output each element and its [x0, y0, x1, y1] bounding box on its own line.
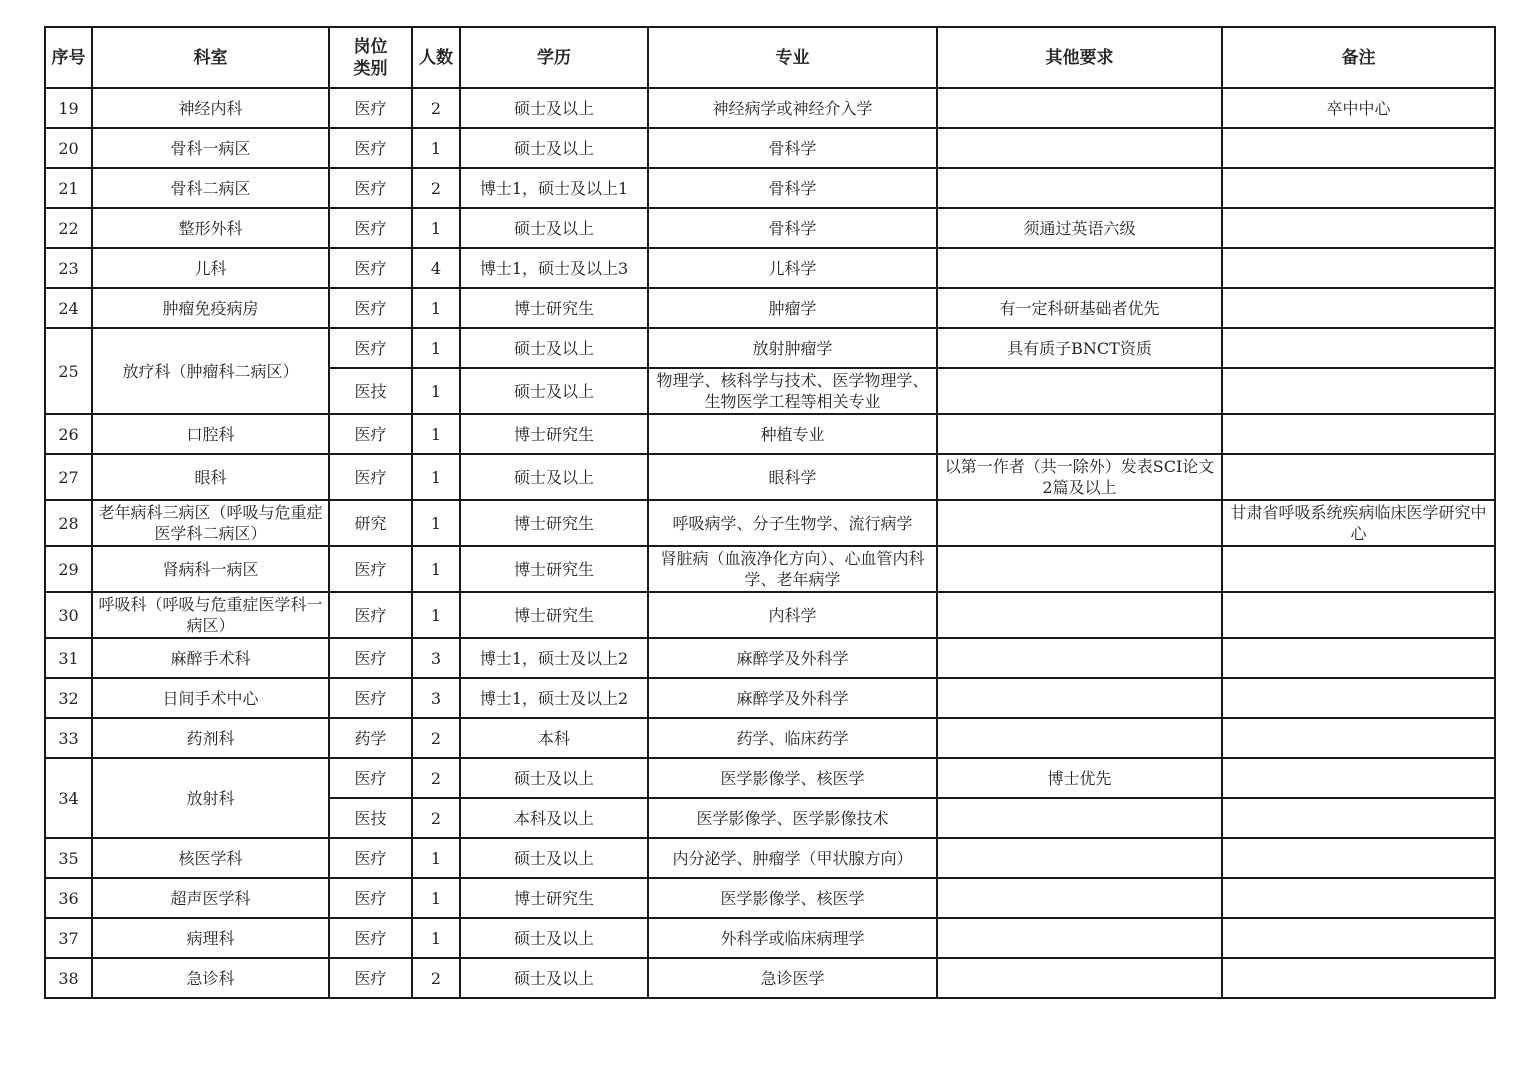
cell-education: 硕士及以上	[460, 918, 648, 958]
cell-remark	[1222, 838, 1495, 878]
cell-other	[937, 592, 1222, 638]
header-other: 其他要求	[937, 27, 1222, 88]
cell-education: 硕士及以上	[460, 328, 648, 368]
header-education: 学历	[460, 27, 648, 88]
cell-no: 29	[45, 546, 92, 592]
cell-other	[937, 798, 1222, 838]
cell-major: 肿瘤学	[648, 288, 937, 328]
cell-dept: 肾病科一病区	[92, 546, 329, 592]
cell-type: 医疗	[329, 168, 412, 208]
cell-type: 医疗	[329, 878, 412, 918]
cell-type: 医疗	[329, 918, 412, 958]
cell-dept: 急诊科	[92, 958, 329, 998]
cell-major: 内科学	[648, 592, 937, 638]
cell-education: 博士研究生	[460, 878, 648, 918]
cell-remark	[1222, 288, 1495, 328]
cell-no: 33	[45, 718, 92, 758]
cell-no: 37	[45, 918, 92, 958]
cell-education: 博士研究生	[460, 592, 648, 638]
cell-other	[937, 546, 1222, 592]
cell-dept: 口腔科	[92, 414, 329, 454]
cell-dept: 病理科	[92, 918, 329, 958]
cell-remark	[1222, 798, 1495, 838]
cell-dept: 麻醉手术科	[92, 638, 329, 678]
cell-dept: 整形外科	[92, 208, 329, 248]
cell-dept: 药剂科	[92, 718, 329, 758]
cell-remark	[1222, 454, 1495, 500]
cell-type: 医疗	[329, 546, 412, 592]
cell-education: 博士研究生	[460, 414, 648, 454]
cell-count: 1	[412, 368, 460, 414]
cell-education: 硕士及以上	[460, 128, 648, 168]
cell-no: 19	[45, 88, 92, 128]
cell-other	[937, 638, 1222, 678]
cell-remark	[1222, 248, 1495, 288]
cell-dept: 核医学科	[92, 838, 329, 878]
cell-other	[937, 958, 1222, 998]
cell-major: 骨科学	[648, 128, 937, 168]
cell-education: 硕士及以上	[460, 838, 648, 878]
cell-no: 26	[45, 414, 92, 454]
cell-count: 1	[412, 288, 460, 328]
table-row	[45, 918, 1495, 958]
cell-count: 1	[412, 414, 460, 454]
cell-education: 硕士及以上	[460, 368, 648, 414]
cell-major: 神经病学或神经介入学	[648, 88, 937, 128]
cell-type: 研究	[329, 500, 412, 546]
cell-dept: 超声医学科	[92, 878, 329, 918]
cell-remark	[1222, 638, 1495, 678]
table-row	[45, 638, 1495, 678]
cell-type: 医疗	[329, 638, 412, 678]
cell-remark	[1222, 328, 1495, 368]
table-row	[45, 248, 1495, 288]
cell-no: 21	[45, 168, 92, 208]
cell-type: 医疗	[329, 208, 412, 248]
table-row	[45, 546, 1495, 592]
cell-major: 内分泌学、肿瘤学（甲状腺方向）	[648, 838, 937, 878]
cell-type: 医疗	[329, 88, 412, 128]
cell-other	[937, 414, 1222, 454]
cell-other: 以第一作者（共一除外）发表SCI论文2篇及以上	[937, 454, 1222, 500]
cell-education: 本科	[460, 718, 648, 758]
cell-dept: 儿科	[92, 248, 329, 288]
cell-dept: 骨科一病区	[92, 128, 329, 168]
table-row	[45, 454, 1495, 500]
cell-count: 2	[412, 718, 460, 758]
cell-dept: 肿瘤免疫病房	[92, 288, 329, 328]
header-post-type-line2: 类别	[353, 58, 388, 79]
cell-count: 1	[412, 838, 460, 878]
cell-count: 1	[412, 128, 460, 168]
cell-major: 物理学、核科学与技术、医学物理学、生物医学工程等相关专业	[648, 368, 937, 414]
cell-major: 急诊医学	[648, 958, 937, 998]
cell-remark	[1222, 958, 1495, 998]
cell-dept: 骨科二病区	[92, 168, 329, 208]
cell-major: 眼科学	[648, 454, 937, 500]
table-row	[45, 128, 1495, 168]
table-row	[45, 592, 1495, 638]
header-post-type	[329, 27, 412, 88]
cell-other: 博士优先	[937, 758, 1222, 798]
cell-remark	[1222, 918, 1495, 958]
cell-education: 博士1，硕士及以上2	[460, 638, 648, 678]
cell-dept: 眼科	[92, 454, 329, 500]
cell-no: 27	[45, 454, 92, 500]
cell-education: 博士1，硕士及以上1	[460, 168, 648, 208]
cell-major: 医学影像学、医学影像技术	[648, 798, 937, 838]
cell-count: 1	[412, 454, 460, 500]
table-row	[45, 500, 1495, 546]
cell-major: 麻醉学及外科学	[648, 678, 937, 718]
table-row	[45, 958, 1495, 998]
cell-no: 32	[45, 678, 92, 718]
cell-education: 博士1，硕士及以上2	[460, 678, 648, 718]
cell-no: 31	[45, 638, 92, 678]
cell-dept: 日间手术中心	[92, 678, 329, 718]
cell-count: 1	[412, 500, 460, 546]
cell-count: 3	[412, 638, 460, 678]
table-row	[45, 678, 1495, 718]
header-major: 专业	[648, 27, 937, 88]
cell-education: 本科及以上	[460, 798, 648, 838]
cell-no: 36	[45, 878, 92, 918]
cell-type: 医疗	[329, 128, 412, 168]
table-row	[45, 414, 1495, 454]
cell-other	[937, 88, 1222, 128]
cell-count: 1	[412, 546, 460, 592]
cell-major: 呼吸病学、分子生物学、流行病学	[648, 500, 937, 546]
cell-count: 1	[412, 918, 460, 958]
cell-dept: 放射科	[92, 758, 329, 838]
cell-remark	[1222, 128, 1495, 168]
cell-type: 医疗	[329, 758, 412, 798]
header-dept: 科室	[92, 27, 329, 88]
cell-count: 1	[412, 878, 460, 918]
cell-remark	[1222, 414, 1495, 454]
cell-no: 34	[45, 758, 92, 838]
table-row	[45, 328, 1495, 368]
cell-major: 麻醉学及外科学	[648, 638, 937, 678]
cell-other	[937, 128, 1222, 168]
cell-remark: 甘肃省呼吸系统疾病临床医学研究中心	[1222, 500, 1495, 546]
cell-education: 博士研究生	[460, 500, 648, 546]
cell-other	[937, 168, 1222, 208]
cell-count: 2	[412, 88, 460, 128]
cell-major: 骨科学	[648, 168, 937, 208]
cell-type: 医疗	[329, 592, 412, 638]
cell-remark	[1222, 718, 1495, 758]
cell-other	[937, 678, 1222, 718]
cell-education: 硕士及以上	[460, 758, 648, 798]
cell-no: 28	[45, 500, 92, 546]
cell-other	[937, 718, 1222, 758]
cell-type: 医疗	[329, 328, 412, 368]
cell-major: 医学影像学、核医学	[648, 878, 937, 918]
table-row	[45, 878, 1495, 918]
cell-type: 医疗	[329, 288, 412, 328]
cell-count: 2	[412, 958, 460, 998]
cell-remark	[1222, 592, 1495, 638]
header-row	[45, 27, 1495, 88]
cell-major: 儿科学	[648, 248, 937, 288]
cell-dept: 呼吸科（呼吸与危重症医学科一病区）	[92, 592, 329, 638]
cell-type: 医疗	[329, 678, 412, 718]
header-count: 人数	[412, 27, 460, 88]
cell-major: 肾脏病（血液净化方向）、心血管内科学、老年病学	[648, 546, 937, 592]
cell-type: 医技	[329, 798, 412, 838]
cell-count: 2	[412, 798, 460, 838]
cell-type: 医疗	[329, 838, 412, 878]
cell-count: 1	[412, 592, 460, 638]
cell-major: 骨科学	[648, 208, 937, 248]
cell-education: 硕士及以上	[460, 88, 648, 128]
cell-other: 具有质子BNCT资质	[937, 328, 1222, 368]
cell-type: 医疗	[329, 248, 412, 288]
table-row	[45, 758, 1495, 798]
cell-dept: 老年病科三病区（呼吸与危重症医学科二病区）	[92, 500, 329, 546]
cell-major: 药学、临床药学	[648, 718, 937, 758]
table-row	[45, 838, 1495, 878]
cell-count: 2	[412, 758, 460, 798]
cell-type: 医技	[329, 368, 412, 414]
cell-no: 24	[45, 288, 92, 328]
cell-type: 医疗	[329, 454, 412, 500]
cell-remark	[1222, 208, 1495, 248]
table-row	[45, 208, 1495, 248]
table-row	[45, 718, 1495, 758]
cell-other: 有一定科研基础者优先	[937, 288, 1222, 328]
header-no: 序号	[45, 27, 92, 88]
recruitment-table	[44, 26, 1496, 999]
cell-dept: 神经内科	[92, 88, 329, 128]
cell-remark	[1222, 546, 1495, 592]
cell-no: 30	[45, 592, 92, 638]
cell-count: 3	[412, 678, 460, 718]
cell-count: 1	[412, 328, 460, 368]
cell-remark	[1222, 168, 1495, 208]
cell-remark	[1222, 678, 1495, 718]
cell-count: 4	[412, 248, 460, 288]
cell-remark	[1222, 878, 1495, 918]
cell-count: 2	[412, 168, 460, 208]
cell-other	[937, 878, 1222, 918]
cell-dept: 放疗科（肿瘤科二病区）	[92, 328, 329, 414]
header-post-type-line1: 岗位	[353, 36, 388, 57]
cell-remark: 卒中中心	[1222, 88, 1495, 128]
cell-other	[937, 500, 1222, 546]
cell-type: 医疗	[329, 414, 412, 454]
cell-other	[937, 248, 1222, 288]
cell-education: 博士1，硕士及以上3	[460, 248, 648, 288]
cell-major: 外科学或临床病理学	[648, 918, 937, 958]
cell-education: 硕士及以上	[460, 454, 648, 500]
cell-no: 22	[45, 208, 92, 248]
cell-other	[937, 368, 1222, 414]
cell-education: 硕士及以上	[460, 208, 648, 248]
table-row	[45, 88, 1495, 128]
cell-major: 放射肿瘤学	[648, 328, 937, 368]
cell-no: 20	[45, 128, 92, 168]
cell-type: 医疗	[329, 958, 412, 998]
cell-education: 博士研究生	[460, 546, 648, 592]
cell-education: 硕士及以上	[460, 958, 648, 998]
cell-major: 种植专业	[648, 414, 937, 454]
cell-education: 博士研究生	[460, 288, 648, 328]
table-row	[45, 168, 1495, 208]
cell-remark	[1222, 758, 1495, 798]
cell-other	[937, 838, 1222, 878]
cell-no: 35	[45, 838, 92, 878]
table-row	[45, 288, 1495, 328]
cell-remark	[1222, 368, 1495, 414]
cell-other	[937, 918, 1222, 958]
cell-type: 药学	[329, 718, 412, 758]
cell-count: 1	[412, 208, 460, 248]
cell-other: 须通过英语六级	[937, 208, 1222, 248]
cell-major: 医学影像学、核医学	[648, 758, 937, 798]
header-remark: 备注	[1222, 27, 1495, 88]
cell-no: 23	[45, 248, 92, 288]
cell-no: 25	[45, 328, 92, 414]
cell-no: 38	[45, 958, 92, 998]
